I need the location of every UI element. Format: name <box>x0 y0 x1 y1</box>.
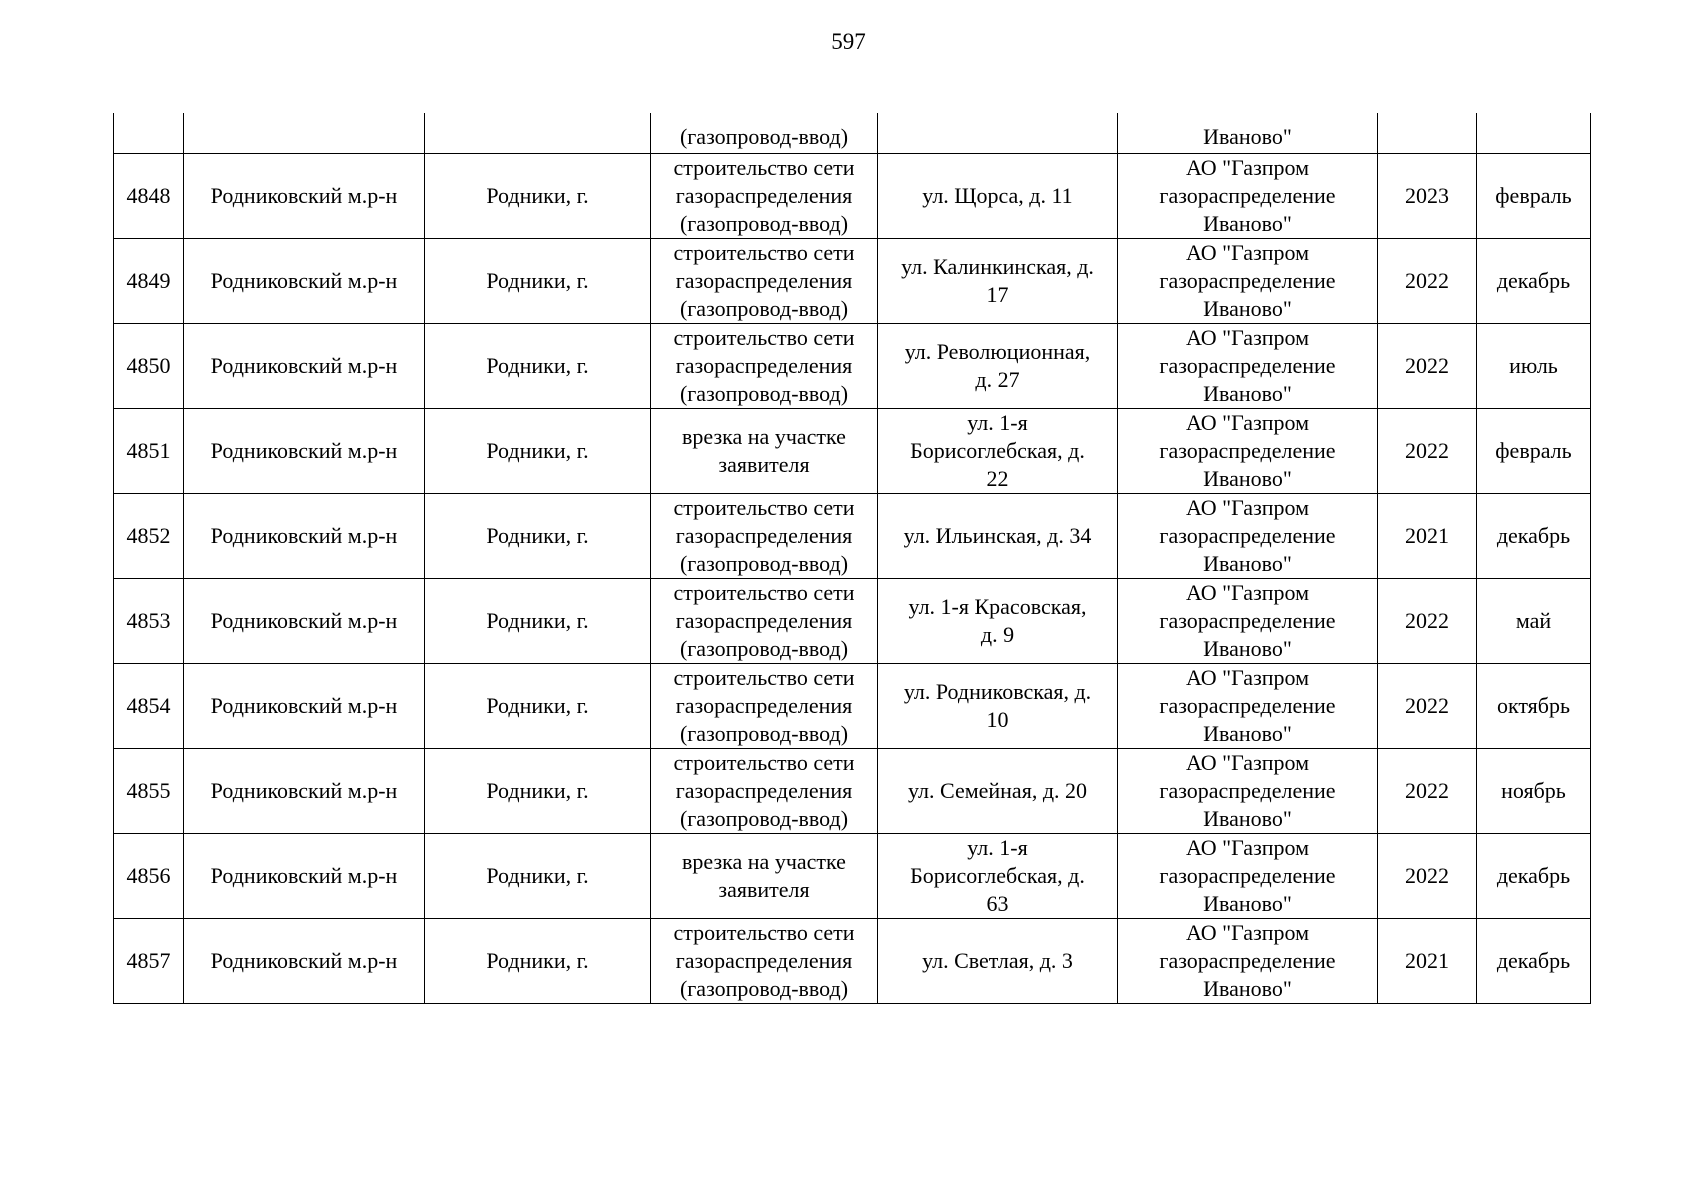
cell-locality <box>425 113 651 154</box>
cell-locality: Родники, г. <box>425 239 651 324</box>
cell-work-type: строительство сети газораспределения (газопровод-ввод) <box>651 239 878 324</box>
cell-num: 4857 <box>114 919 184 1004</box>
cell-organization: АО "Газпром газораспределение Иваново" <box>1118 834 1378 919</box>
cell-address: ул. Светлая, д. 3 <box>878 919 1118 1004</box>
cell-locality: Родники, г. <box>425 324 651 409</box>
cell-month: февраль <box>1477 409 1591 494</box>
cell-work-type: строительство сети газораспределения (газопровод-ввод) <box>651 154 878 239</box>
cell-work-type: (газопровод-ввод) <box>651 113 878 154</box>
cell-work-type: строительство сети газораспределения (газопровод-ввод) <box>651 919 878 1004</box>
cell-year: 2022 <box>1378 409 1477 494</box>
cell-address: ул. Революционная, д. 27 <box>878 324 1118 409</box>
cell-district: Родниковский м.р-н <box>184 749 425 834</box>
cell-month: декабрь <box>1477 239 1591 324</box>
table-row <box>114 664 1591 749</box>
cell-work-type: строительство сети газораспределения (газопровод-ввод) <box>651 579 878 664</box>
cell-district: Родниковский м.р-н <box>184 494 425 579</box>
cell-month <box>1477 113 1591 154</box>
cell-month: декабрь <box>1477 834 1591 919</box>
cell-year: 2022 <box>1378 579 1477 664</box>
cell-num: 4854 <box>114 664 184 749</box>
cell-organization: АО "Газпром газораспределение Иваново" <box>1118 239 1378 324</box>
table-row <box>114 579 1591 664</box>
cell-address: ул. 1-я Красовская, д. 9 <box>878 579 1118 664</box>
cell-organization: АО "Газпром газораспределение Иваново" <box>1118 494 1378 579</box>
cell-work-type: врезка на участке заявителя <box>651 409 878 494</box>
page-number: 597 <box>831 29 866 54</box>
cell-num: 4849 <box>114 239 184 324</box>
cell-address: ул. 1-я Борисоглебская, д. 22 <box>878 409 1118 494</box>
cell-year: 2022 <box>1378 324 1477 409</box>
cell-address: ул. Щорса, д. 11 <box>878 154 1118 239</box>
cell-locality: Родники, г. <box>425 154 651 239</box>
cell-year: 2022 <box>1378 834 1477 919</box>
cell-year <box>1378 113 1477 154</box>
cell-month: декабрь <box>1477 919 1591 1004</box>
gasification-table <box>113 113 1591 1004</box>
cell-organization: АО "Газпром газораспределение Иваново" <box>1118 579 1378 664</box>
cell-num: 4852 <box>114 494 184 579</box>
cell-district: Родниковский м.р-н <box>184 834 425 919</box>
cell-num: 4856 <box>114 834 184 919</box>
cell-locality: Родники, г. <box>425 579 651 664</box>
cell-address: ул. Ильинская, д. 34 <box>878 494 1118 579</box>
table-row <box>114 239 1591 324</box>
cell-num: 4851 <box>114 409 184 494</box>
cell-work-type: строительство сети газораспределения (газопровод-ввод) <box>651 749 878 834</box>
cell-organization: АО "Газпром газораспределение Иваново" <box>1118 324 1378 409</box>
cell-locality: Родники, г. <box>425 664 651 749</box>
cell-district: Родниковский м.р-н <box>184 154 425 239</box>
cell-year: 2023 <box>1378 154 1477 239</box>
cell-address: ул. Калинкинская, д. 17 <box>878 239 1118 324</box>
cell-month: декабрь <box>1477 494 1591 579</box>
cell-organization: АО "Газпром газораспределение Иваново" <box>1118 409 1378 494</box>
cell-locality: Родники, г. <box>425 409 651 494</box>
table-row-continuation <box>114 113 1591 154</box>
cell-month: февраль <box>1477 154 1591 239</box>
cell-num: 4855 <box>114 749 184 834</box>
table-row <box>114 749 1591 834</box>
cell-month: июль <box>1477 324 1591 409</box>
table-row <box>114 494 1591 579</box>
cell-district: Родниковский м.р-н <box>184 664 425 749</box>
cell-locality: Родники, г. <box>425 834 651 919</box>
cell-year: 2022 <box>1378 664 1477 749</box>
cell-work-type: строительство сети газораспределения (газопровод-ввод) <box>651 324 878 409</box>
table-row <box>114 834 1591 919</box>
cell-month: май <box>1477 579 1591 664</box>
cell-month: октябрь <box>1477 664 1591 749</box>
cell-organization: АО "Газпром газораспределение Иваново" <box>1118 664 1378 749</box>
cell-locality: Родники, г. <box>425 919 651 1004</box>
cell-month: ноябрь <box>1477 749 1591 834</box>
cell-num: 4850 <box>114 324 184 409</box>
cell-address: ул. Семейная, д. 20 <box>878 749 1118 834</box>
table-row <box>114 324 1591 409</box>
cell-work-type: врезка на участке заявителя <box>651 834 878 919</box>
cell-locality: Родники, г. <box>425 749 651 834</box>
table-row <box>114 409 1591 494</box>
cell-num: 4853 <box>114 579 184 664</box>
cell-year: 2022 <box>1378 749 1477 834</box>
cell-organization: АО "Газпром газораспределение Иваново" <box>1118 919 1378 1004</box>
cell-organization: Иваново" <box>1118 113 1378 154</box>
cell-num <box>114 113 184 154</box>
cell-address <box>878 113 1118 154</box>
cell-district: Родниковский м.р-н <box>184 409 425 494</box>
cell-work-type: строительство сети газораспределения (газопровод-ввод) <box>651 494 878 579</box>
cell-work-type: строительство сети газораспределения (газопровод-ввод) <box>651 664 878 749</box>
cell-address: ул. Родниковская, д. 10 <box>878 664 1118 749</box>
cell-locality: Родники, г. <box>425 494 651 579</box>
cell-year: 2021 <box>1378 494 1477 579</box>
cell-year: 2022 <box>1378 239 1477 324</box>
cell-organization: АО "Газпром газораспределение Иваново" <box>1118 749 1378 834</box>
cell-district: Родниковский м.р-н <box>184 919 425 1004</box>
cell-year: 2021 <box>1378 919 1477 1004</box>
cell-address: ул. 1-я Борисоглебская, д. 63 <box>878 834 1118 919</box>
cell-district: Родниковский м.р-н <box>184 324 425 409</box>
cell-district <box>184 113 425 154</box>
table-row <box>114 154 1591 239</box>
cell-district: Родниковский м.р-н <box>184 579 425 664</box>
cell-organization: АО "Газпром газораспределение Иваново" <box>1118 154 1378 239</box>
cell-district: Родниковский м.р-н <box>184 239 425 324</box>
cell-num: 4848 <box>114 154 184 239</box>
table-row <box>114 919 1591 1004</box>
